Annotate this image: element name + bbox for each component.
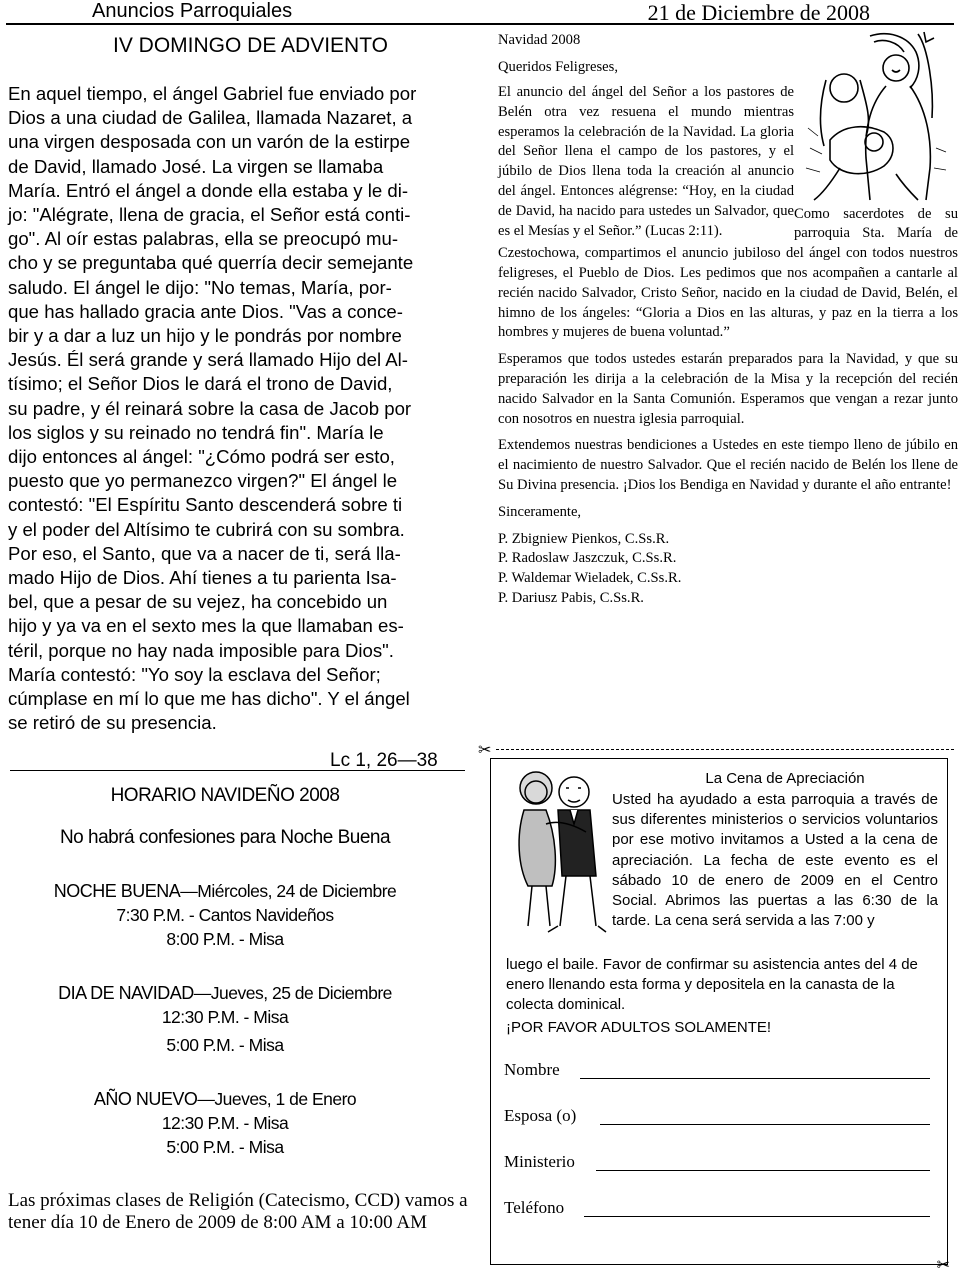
- schedule-item: 12:30 P.M. - Misa: [161, 1007, 289, 1027]
- gospel-line: se retiró de su presencia.: [8, 712, 217, 734]
- field-label: Esposa (o): [504, 1106, 577, 1125]
- schedule-title: HORARIO NAVIDEÑO 2008: [110, 785, 340, 806]
- gospel-line: jo: "Alégrate, llena de gracia, el Señor está conti-: [8, 204, 411, 226]
- coupon-invitation-text: Usted ha ayudado a esta parroquia a través de sus diferentes ministerios o servicios voluntarios por ese motivo invitamos a Usted a la cena de apreciación. La fecha de este evento es el sábado 10 de enero de 2009 en el Centro Social. Abrimos las puertas a las 6:30 de la tarde. La cena será servida a las 7:00 y: [612, 791, 938, 930]
- citation-divider: [10, 770, 465, 771]
- block-date: Jueves, 1 de Enero: [214, 1089, 357, 1109]
- gospel-citation: Lc 1, 26—38: [330, 750, 438, 771]
- confession-note: No habrá confesiones para Noche Buena: [59, 827, 391, 848]
- schedule-block-christmas-eve: NOCHE BUENA—Miércoles, 24 de Diciembre 7:30 P.M. - Cantos Navideños 8:00 P.M. - Misa: [30, 879, 420, 951]
- block-heading: NOCHE BUENA: [53, 881, 181, 901]
- gospel-line: puesto que yo permanezco virgen?" El ángel le: [8, 470, 398, 492]
- gospel-column: [8, 30, 463, 735]
- header-divider: [6, 23, 954, 25]
- scissors-icon: ✂: [936, 1257, 950, 1274]
- coupon-adults-only: ¡POR FAVOR ADULTOS SOLAMENTE!: [506, 1018, 772, 1036]
- letter-signer: P. Waldemar Wieladek, C.Ss.R.: [498, 570, 682, 587]
- gospel-line: que has hallado gracia ante Dios. "Vas a conce-: [8, 300, 403, 322]
- gospel-title: IV DOMINGO DE ADVIENTO: [113, 34, 388, 57]
- block-date: Jueves, 25 de Diciembre: [210, 983, 392, 1003]
- schedule-block-christmas-day: DIA DE NAVIDAD—Jueves, 25 de Diciembre 12:30 P.M. - Misa 5:00 P.M. - Misa: [30, 981, 420, 1057]
- block-heading: DIA DE NAVIDAD: [58, 983, 194, 1003]
- gospel-line: bel, que a pesar de su vejez, ha concebido un: [8, 591, 388, 613]
- field-label: Teléfono: [504, 1198, 565, 1217]
- schedule-item: 5:00 P.M. - Misa: [166, 1137, 284, 1157]
- block-date: Miércoles, 24 de Diciembre: [197, 881, 397, 901]
- name-field[interactable]: [504, 1060, 560, 1080]
- coupon-rsvp-instructions: luego el baile. Favor de confirmar su asistencia antes del 4 de enero llenando esta forma y depositela en la canasta de la colecta dominical.: [506, 956, 918, 1014]
- letter-paragraph-2: Como sacerdotes de su parroquia Sta. María de Czestochowa, compartimos el anuncio jubiloso del ángel con todos nuestros feligreses, el Pueblo de Dios. Les pedimos que nos acompañen a cantarle al recién nacido Salvador, Cristo Señor, nacido en la ciudad de David, Belén, el himno de los ángeles: “Gloria a Dios en las alturas, y paz en la tierra a los hombres y mujeres de buena voluntad.”: [498, 205, 958, 341]
- gospel-line: saludo. El ángel le dijo: "No temas, María, por-: [8, 276, 392, 298]
- field-blank-line[interactable]: [600, 1123, 930, 1125]
- schedule-block-new-year: AÑO NUEVO—Jueves, 1 de Enero 12:30 P.M. - Misa 5:00 P.M. - Misa: [30, 1087, 420, 1159]
- letter-signer: P. Dariusz Pabis, C.Ss.R.: [498, 589, 644, 606]
- gospel-line: dijo entonces al ángel: "¿Cómo podrá ser esto,: [8, 446, 395, 468]
- coupon-title: La Cena de Apreciación: [705, 770, 865, 787]
- gospel-line: bir y a dar a luz un hijo y le pondrás por nombre: [8, 325, 402, 347]
- cut-line: [496, 749, 954, 750]
- gospel-line: mado Hijo de Dios. Ahí tienes a tu parienta Isa-: [8, 567, 397, 589]
- field-label: Ministerio: [504, 1152, 575, 1171]
- gospel-line: En aquel tiempo, el ángel Gabriel fue enviado por: [8, 83, 417, 104]
- field-label: Nombre: [504, 1060, 560, 1079]
- letter-signer: P. Zbigniew Pienkos, C.Ss.R.: [498, 530, 670, 547]
- scissors-icon: ✂: [478, 742, 492, 759]
- bulletin-section-title: Anuncios Parroquiales: [92, 0, 293, 22]
- gospel-line: Dios a una ciudad de Galilea, llamada Nazaret, a: [8, 107, 413, 129]
- schedule-item: 5:00 P.M. - Misa: [166, 1035, 284, 1055]
- gospel-line: Jesús. Él será grande y será llamado Hijo del Al-: [8, 349, 408, 371]
- dancing-couple-illustration: [502, 766, 612, 946]
- gospel-line: los siglos y su reinado no tendrá fin". María le: [8, 421, 384, 443]
- spouse-field[interactable]: [504, 1106, 576, 1126]
- schedule-item: 12:30 P.M. - Misa: [161, 1113, 289, 1133]
- gospel-line: tísimo; el Señor Dios le dará el trono de David,: [8, 373, 393, 395]
- gospel-line: go". Al oír estas palabras, ella se preocupó mu-: [8, 228, 399, 250]
- ministry-field[interactable]: [504, 1152, 575, 1172]
- block-heading: AÑO NUEVO: [93, 1089, 198, 1109]
- field-blank-line[interactable]: [596, 1169, 930, 1171]
- schedule-item: 7:30 P.M. - Cantos Navideños: [116, 905, 334, 925]
- gospel-line: Por eso, el Santo, que va a nacer de ti, será lla-: [8, 542, 401, 564]
- letter-closing: Sinceramente,: [498, 503, 582, 520]
- gospel-line: su padre, y él reinará sobre la casa de Jacob por: [8, 397, 412, 419]
- religion-classes-notice: Las próximas clases de Religión (Catecismo, CCD) vamos a tener día 10 de Enero de 2009 de 8:00 AM a 10:00 AM: [8, 1190, 468, 1233]
- letter-paragraph-4: Extendemos nuestras bendiciones a Ustedes en este tiempo lleno de júbilo en el nacimiento de nuestro Salvador. Que el recién nacido de Belén los llene de Su Divina presencia. ¡Dios los Bendiga en Navidad y durante el año entrante!: [498, 437, 958, 493]
- field-blank-line[interactable]: [580, 1077, 930, 1079]
- gospel-line: cúmplase en mí lo que me has dicho". Y el ángel: [8, 688, 410, 710]
- letter-greeting: Queridos Feligreses,: [498, 58, 618, 75]
- letter-paragraph-1: El anuncio del ángel del Señor a los pastores de Belén otra vez resuena el mundo mientras esperamos la celebración de la Navidad. La gloria del Señor llena el campo de los pastores, y el júbilo de Dios llena toda la creación al anuncio del ángel. Entonces alégrense: “Hoy, en la ciudad de David, ha nacido para ustedes un Salvador, que es el Mesías y el Señor.” (Lucas 2:11).: [498, 84, 794, 239]
- letter-signer: P. Radoslaw Jaszczuk, C.Ss.R.: [498, 550, 677, 567]
- gospel-line: una virgen desposada con un varón de la estirpe: [8, 131, 411, 153]
- field-blank-line[interactable]: [584, 1215, 930, 1217]
- gospel-line: María. Entró el ángel a donde ella estaba y le di-: [8, 179, 409, 201]
- phone-field[interactable]: [504, 1198, 564, 1218]
- gospel-line: cho y se preguntaba qué querría decir semejante: [8, 252, 414, 274]
- schedule-item: 8:00 P.M. - Misa: [166, 929, 284, 949]
- gospel-line: téril, porque no hay nada imposible para Dios".: [8, 639, 394, 661]
- christmas-schedule: [30, 785, 420, 1181]
- bulletin-date: 21 de Diciembre de 2008: [647, 0, 870, 25]
- pastoral-letter: [498, 31, 958, 609]
- letter-paragraph-3: Esperamos que todos ustedes estarán preparados para la Navidad, y que su preparación les dirija a la celebración de la Misa y la recepción del recién nacido Salvador en la Santa Comunión. Esperamos que vengan a rezar junto con nosotros en nuestra iglesia parroquial.: [498, 351, 958, 427]
- gospel-line: hijo y ya va en el sexto mes la que llamaban es-: [8, 615, 404, 637]
- coupon-rsvp-text: [506, 955, 938, 1038]
- gospel-text: [8, 82, 463, 735]
- gospel-line: María contestó: "Yo soy la esclava del Señor;: [8, 663, 381, 685]
- gospel-line: de David, llamado José. La virgen se llamaba: [8, 155, 384, 177]
- gospel-line: contestó: "El Espíritu Santo descenderá sobre ti: [8, 494, 403, 516]
- gospel-line: y el poder del Altísimo te cubrirá con su sombra.: [8, 518, 405, 540]
- letter-heading: Navidad 2008: [498, 32, 581, 48]
